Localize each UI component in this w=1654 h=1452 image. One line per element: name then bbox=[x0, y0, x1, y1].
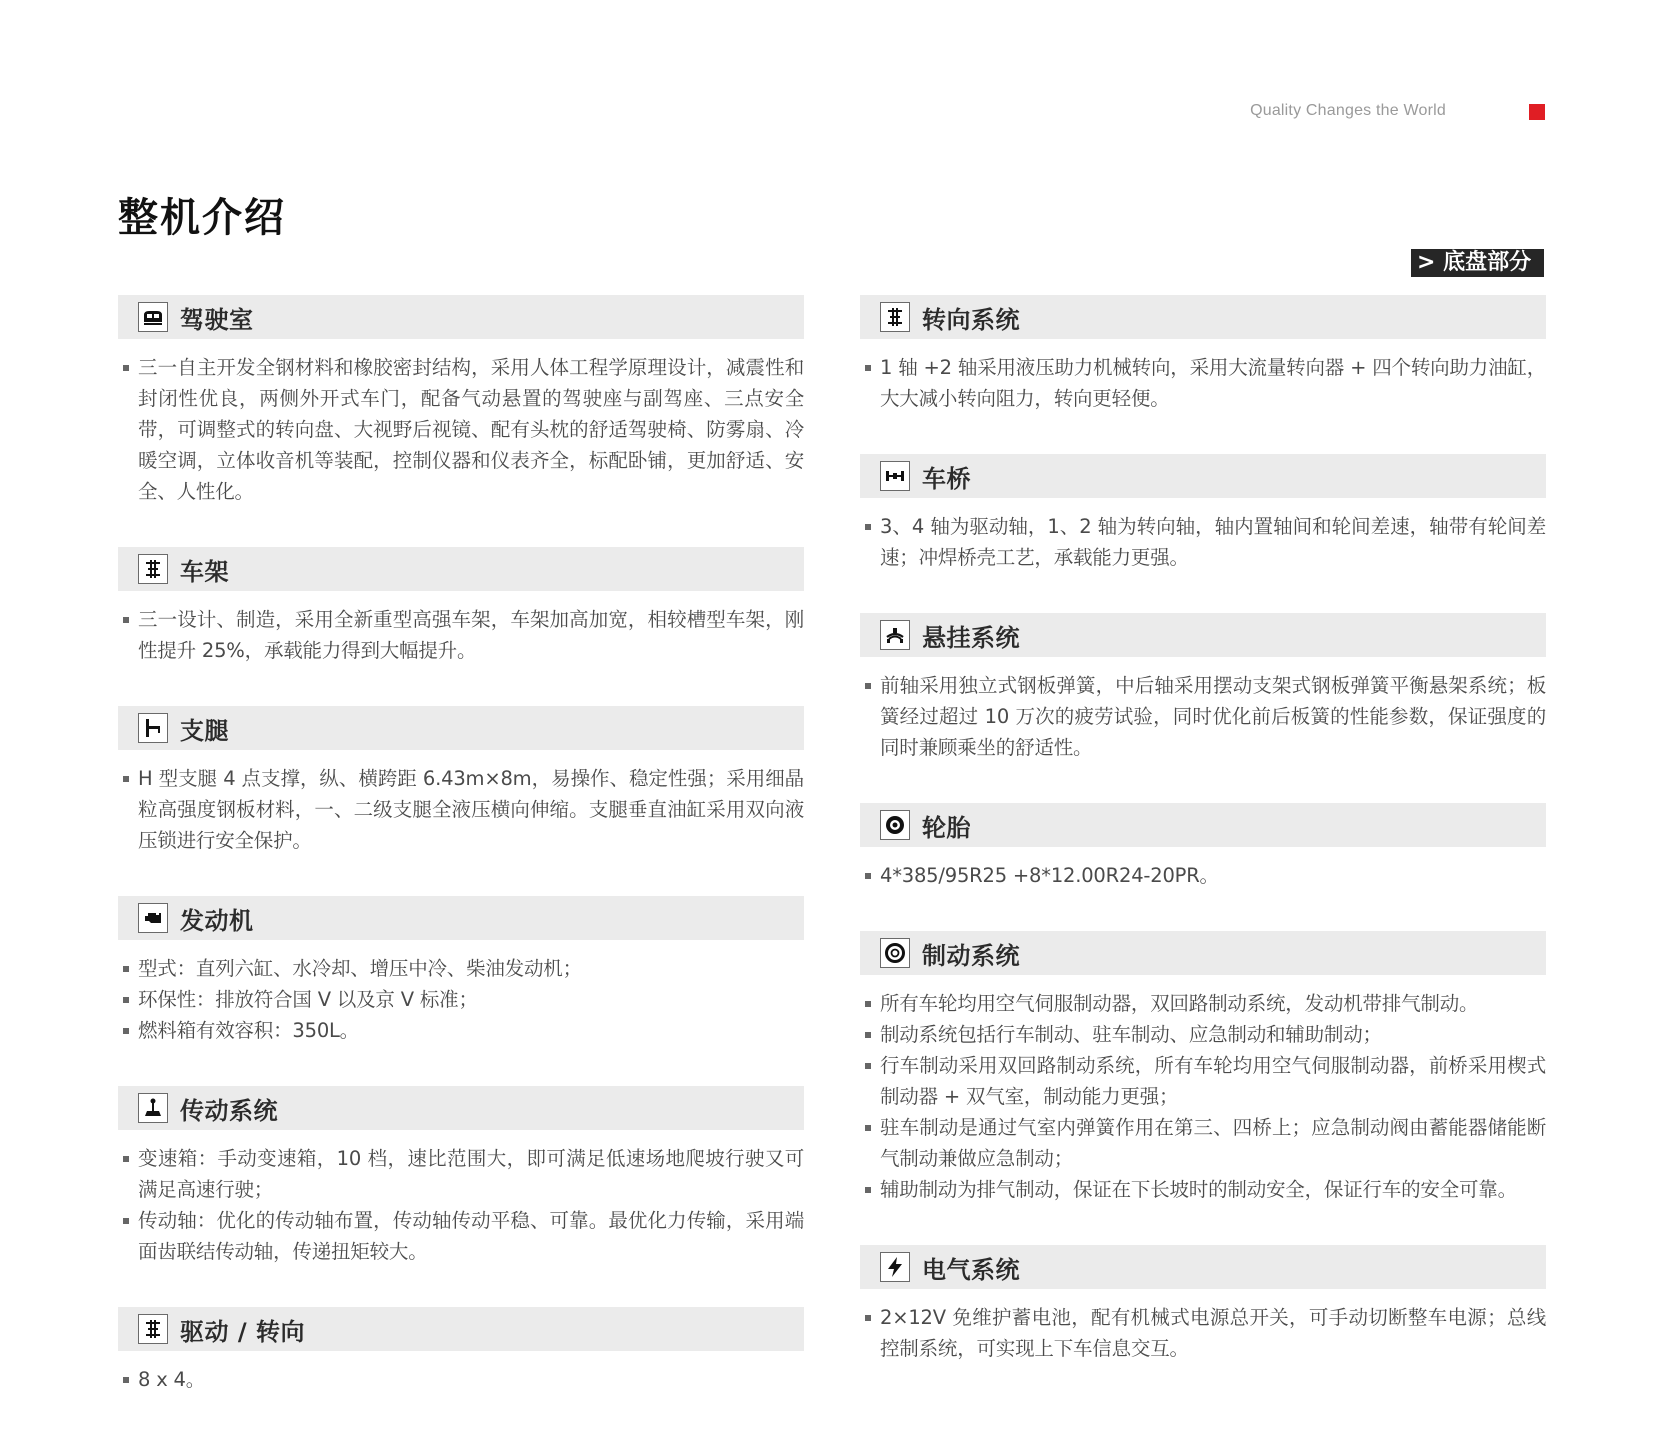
section-title: 支腿 bbox=[180, 716, 229, 745]
bullet-list bbox=[860, 988, 1546, 1205]
tire-icon bbox=[880, 810, 910, 840]
section-title: 车桥 bbox=[922, 464, 971, 493]
section-header bbox=[860, 295, 1546, 339]
slogan: Quality Changes the World bbox=[1250, 102, 1446, 119]
section-title: 转向系统 bbox=[922, 305, 1020, 334]
section-drive bbox=[118, 1307, 804, 1395]
section-title: 制动系统 bbox=[922, 941, 1020, 970]
slogan-red-square bbox=[1529, 104, 1545, 120]
bullet-list bbox=[860, 1302, 1546, 1364]
bullet-item: 2×12V 免维护蓄电池，配有机械式电源总开关，可手动切断整车电源；总线控制系统，可实现上下车信息交互。 bbox=[860, 1302, 1546, 1364]
bullet-list bbox=[860, 860, 1546, 891]
section-header bbox=[860, 454, 1546, 498]
bullet-item: 所有车轮均用空气伺服制动器，双回路制动系统，发动机带排气制动。 bbox=[860, 988, 1546, 1019]
section-tag: > 底盘部分 bbox=[1411, 249, 1544, 277]
section-cab bbox=[118, 295, 804, 507]
section-gearshift bbox=[118, 1086, 804, 1267]
lightning-icon bbox=[880, 1252, 910, 1282]
section-header bbox=[118, 896, 804, 940]
section-title: 电气系统 bbox=[922, 1255, 1020, 1284]
bullet-item: 型式：直列六缸、水冷却、增压中冷、柴油发动机； bbox=[118, 953, 804, 984]
section-header bbox=[118, 706, 804, 750]
bullet-item: 行车制动采用双回路制动系统，所有车轮均用空气伺服制动器，前桥采用楔式制动器 + 双气室，制动能力更强； bbox=[860, 1050, 1546, 1112]
bullet-item: 辅助制动为排气制动，保证在下长坡时的制动安全，保证行车的安全可靠。 bbox=[860, 1174, 1546, 1205]
frame-icon bbox=[138, 554, 168, 584]
bullet-item: H 型支腿 4 点支撑，纵、横跨距 6.43m×8m，易操作、稳定性强；采用细晶粒高强度钢板材料，一、二级支腿全液压横向伸缩。支腿垂直油缸采用双向液压锁进行安全保护。 bbox=[118, 763, 804, 856]
section-header bbox=[118, 547, 804, 591]
bullet-item: 4*385/95R25 +8*12.00R24-20PR。 bbox=[860, 860, 1546, 891]
bullet-list bbox=[118, 1143, 804, 1267]
steering-icon bbox=[880, 302, 910, 332]
section-title: 轮胎 bbox=[922, 813, 971, 842]
bullet-list bbox=[118, 763, 804, 856]
engine-icon bbox=[138, 903, 168, 933]
section-brake bbox=[860, 931, 1546, 1205]
section-header bbox=[860, 613, 1546, 657]
section-title: 车架 bbox=[180, 557, 229, 586]
bullet-list bbox=[118, 953, 804, 1046]
bullet-list bbox=[860, 352, 1546, 414]
bullet-item: 3、4 轴为驱动轴，1、2 轴为转向轴，轴内置轴间和轮间差速，轴带有轮间差速；冲焊桥壳工艺，承载能力更强。 bbox=[860, 511, 1546, 573]
section-tire bbox=[860, 803, 1546, 891]
page-title: 整机介绍 bbox=[118, 195, 286, 241]
bullet-item: 制动系统包括行车制动、驻车制动、应急制动和辅助制动； bbox=[860, 1019, 1546, 1050]
cab-icon bbox=[138, 302, 168, 332]
section-steering bbox=[860, 295, 1546, 414]
section-title: 悬挂系统 bbox=[922, 623, 1020, 652]
section-header bbox=[860, 803, 1546, 847]
bullet-item: 1 轴 +2 轴采用液压助力机械转向，采用大流量转向器 + 四个转向助力油缸，大大减小转向阻力，转向更轻便。 bbox=[860, 352, 1546, 414]
section-header bbox=[860, 1245, 1546, 1289]
bullet-item: 环保性：排放符合国 V 以及京 V 标准； bbox=[118, 984, 804, 1015]
bullet-item: 三一自主开发全钢材料和橡胶密封结构，采用人体工程学原理设计，减震性和封闭性优良，两侧外开式车门，配备气动悬置的驾驶座与副驾座、三点安全带，可调整式的转向盘、大视野后视镜、配有头枕的舒适驾驶椅、防雾扇、冷暖空调，立体收音机等装配，控制仪器和仪表齐全，标配卧铺，更加舒适、安全、人性化。 bbox=[118, 352, 804, 507]
section-header bbox=[118, 295, 804, 339]
bullet-item: 三一设计、制造，采用全新重型高强车架，车架加高加宽，相较槽型车架，刚性提升 25%，承载能力得到大幅提升。 bbox=[118, 604, 804, 666]
section-suspension bbox=[860, 613, 1546, 763]
right-column bbox=[860, 295, 1546, 1404]
outrigger-icon bbox=[138, 713, 168, 743]
section-outrigger bbox=[118, 706, 804, 856]
section-title: 驾驶室 bbox=[180, 305, 254, 334]
left-column bbox=[118, 295, 804, 1435]
drive-icon bbox=[138, 1314, 168, 1344]
bullet-item: 变速箱：手动变速箱，10 档，速比范围大，即可满足低速场地爬坡行驶又可满足高速行驶； bbox=[118, 1143, 804, 1205]
bullet-item: 传动轴：优化的传动轴布置，传动轴传动平稳、可靠。最优化力传输，采用端面齿联结传动轴，传递扭矩较大。 bbox=[118, 1205, 804, 1267]
section-frame bbox=[118, 547, 804, 666]
section-header bbox=[118, 1307, 804, 1351]
section-engine bbox=[118, 896, 804, 1046]
suspension-icon bbox=[880, 620, 910, 650]
bullet-list bbox=[860, 670, 1546, 763]
bullet-item: 8 x 4。 bbox=[118, 1364, 804, 1395]
bullet-item: 燃料箱有效容积：350L。 bbox=[118, 1015, 804, 1046]
bullet-item: 驻车制动是通过气室内弹簧作用在第三、四桥上；应急制动阀由蓄能器储能断气制动兼做应急制动； bbox=[860, 1112, 1546, 1174]
bullet-list bbox=[860, 511, 1546, 573]
section-header bbox=[118, 1086, 804, 1130]
bullet-list bbox=[118, 604, 804, 666]
gearshift-icon bbox=[138, 1093, 168, 1123]
brake-icon bbox=[880, 938, 910, 968]
section-axle bbox=[860, 454, 1546, 573]
section-lightning bbox=[860, 1245, 1546, 1364]
bullet-list bbox=[118, 352, 804, 507]
bullet-list bbox=[118, 1364, 804, 1395]
section-header bbox=[860, 931, 1546, 975]
section-title: 驱动 / 转向 bbox=[180, 1317, 305, 1346]
axle-icon bbox=[880, 461, 910, 491]
section-title: 发动机 bbox=[180, 906, 254, 935]
bullet-item: 前轴采用独立式钢板弹簧，中后轴采用摆动支架式钢板弹簧平衡悬架系统；板簧经过超过 10 万次的疲劳试验，同时优化前后板簧的性能参数，保证强度的同时兼顾乘坐的舒适性。 bbox=[860, 670, 1546, 763]
section-title: 传动系统 bbox=[180, 1096, 278, 1125]
